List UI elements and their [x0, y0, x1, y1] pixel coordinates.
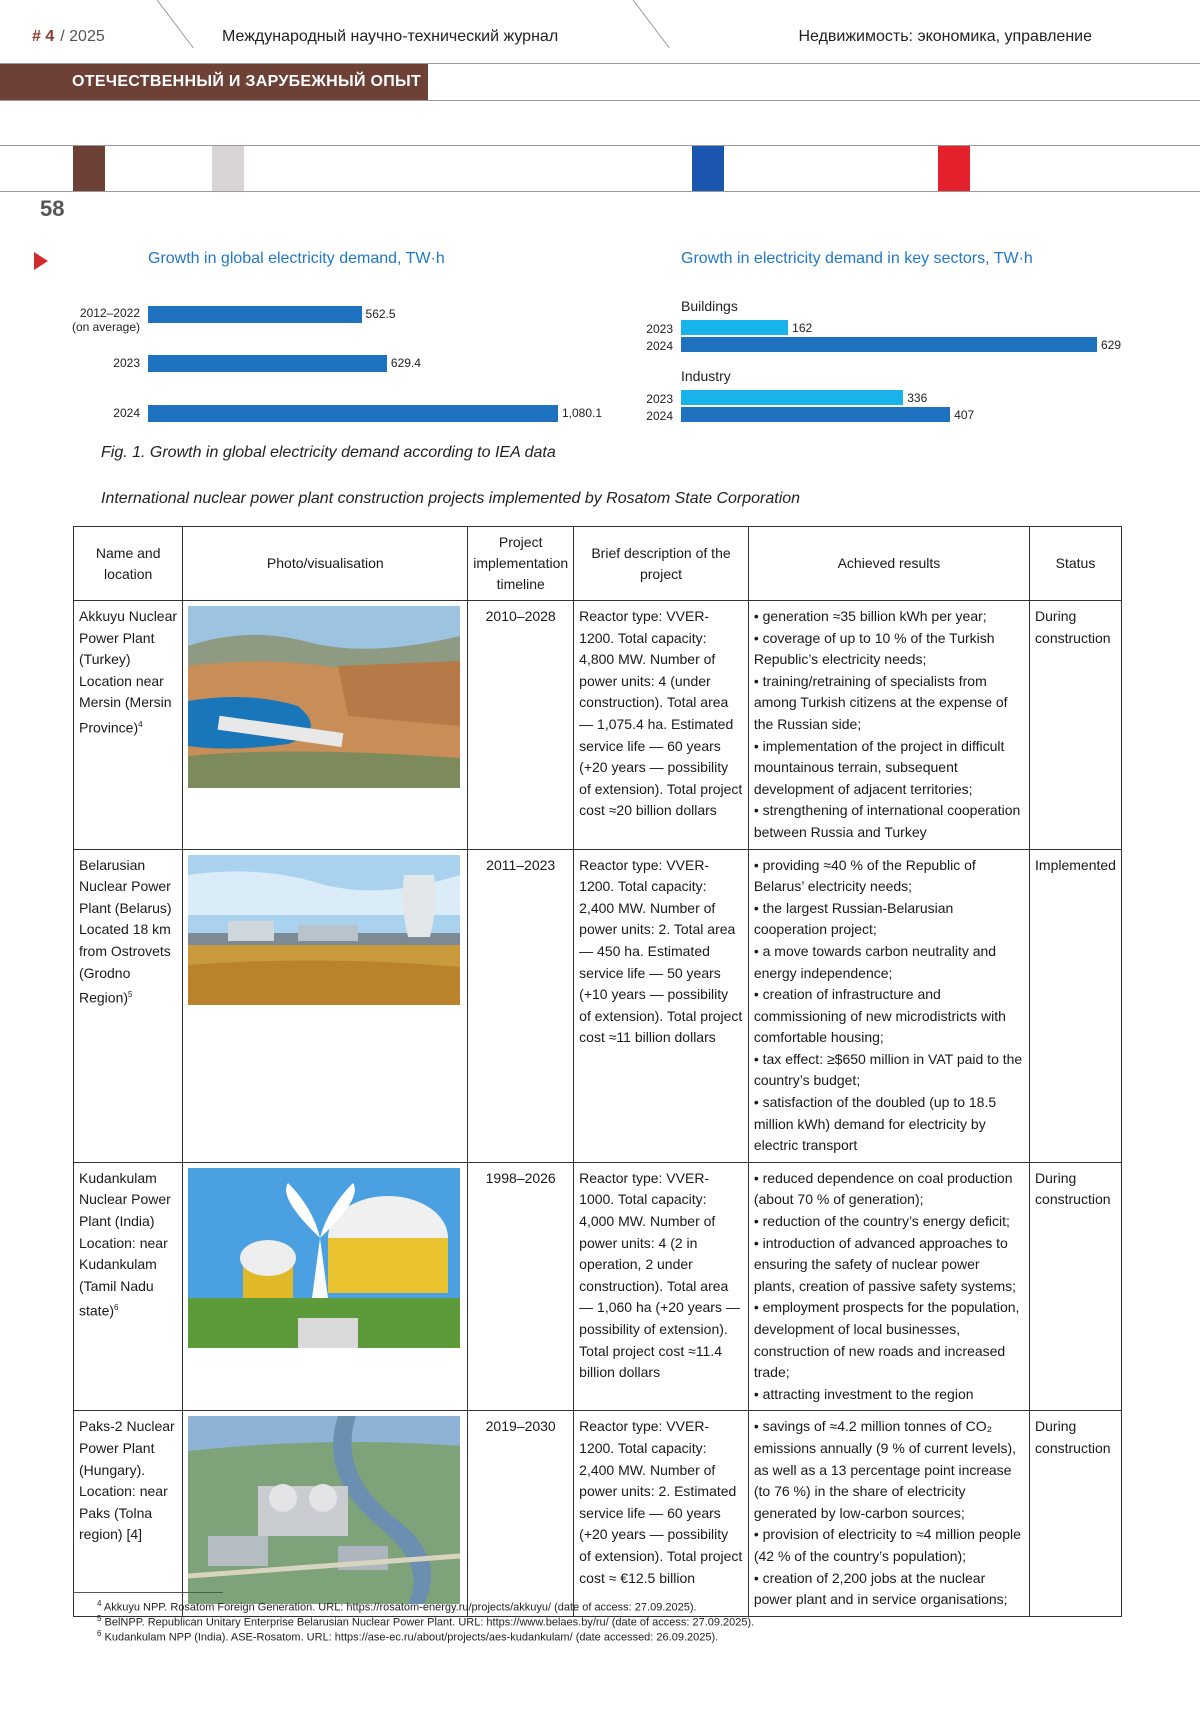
bar-value-label: 1,080.1	[562, 406, 603, 420]
cell-description: Reactor type: VVER-1200. Total capacity: 2,400 MW. Number of power units: 2. Total area — 450 ha. Estimated service life — 50 years (+10 years — possibility of extension). Total project cost ≈11 billion dollars	[574, 849, 749, 1162]
bar-category-label	[72, 306, 140, 334]
cell-photo	[183, 601, 468, 850]
chart1-title: Growth in global electricity demand, TW·h	[148, 250, 445, 267]
sector-group-label: Industry	[681, 368, 731, 384]
akkuyu-photo	[188, 606, 460, 788]
color-swatch-blue	[692, 146, 724, 191]
projects-table	[73, 526, 1122, 1617]
section-title: ОТЕЧЕСТВЕННЫЙ И ЗАРУБЕЖНЫЙ ОПЫТ	[72, 73, 422, 90]
cell-name: Belarusian Nuclear Power Plant (Belarus) Located 18 km from Ostrovets (Grodno Region)$^5$	[74, 849, 183, 1162]
table-row	[74, 1162, 1122, 1411]
chart2-title: Growth in electricity demand in key sectors, TW·h	[681, 250, 1033, 267]
cell-results	[748, 849, 1029, 1162]
result-item: • generation ≈35 billion kWh per year;	[753, 608, 987, 624]
footnote-rule	[73, 1592, 223, 1593]
header-divider	[146, 0, 194, 48]
table-row	[74, 1411, 1122, 1616]
bar-value-label: 562.5	[365, 307, 396, 321]
issue-year: / 2025	[60, 28, 105, 45]
bar-category-line: 2023	[113, 356, 140, 370]
header-divider	[622, 0, 670, 48]
bar-2023	[148, 355, 387, 372]
cell-status: Implemented	[1030, 849, 1122, 1162]
result-item: • a move towards carbon neutrality and energy independence;	[753, 942, 997, 981]
bar-industry-2023	[681, 390, 903, 405]
figure-caption: Fig. 1. Growth in global electricity demand according to IEA data	[101, 444, 556, 461]
footnote-item	[97, 1599, 697, 1614]
result-item: • employment prospects for the population, development of local businesses, construction of new roads and increased trade;	[753, 1299, 1020, 1381]
cell-status: During construction	[1030, 1162, 1122, 1411]
cell-name: Kudankulam Nuclear Power Plant (India) Location: near Kudankulam (Tamil Nadu state)$^6$	[74, 1162, 183, 1411]
result-item: • training/retraining of specialists from among Turkish citizens at the expense of the Russian side;	[753, 672, 1008, 732]
footnote-item	[97, 1629, 718, 1644]
bar-value-label: 629.4	[390, 356, 421, 370]
result-item: • provision of electricity to ≈4 million people (42 % of the country’s population);	[753, 1526, 1021, 1564]
footnote-item	[97, 1614, 754, 1629]
header-photo: Photo/visualisation	[183, 527, 468, 601]
footnote-mark: 4	[97, 1599, 102, 1608]
color-swatch-brown	[73, 146, 105, 191]
cell-name: Akkuyu Nuclear Power Plant (Turkey) Location near Mersin (Mersin Province)$^4$	[74, 601, 183, 850]
swatch-rule-top	[0, 145, 1200, 146]
cell-timeline: 2019–2030	[468, 1411, 574, 1616]
result-item: • attracting investment to the region	[753, 1385, 974, 1402]
header-timeline: Project implementation timeline	[468, 527, 574, 601]
table-title: International nuclear power plant construction projects implemented by Rosatom State Corporation	[101, 490, 801, 507]
result-item: • providing ≈40 % of the Republic of Belarus’ electricity needs;	[753, 856, 976, 895]
result-item: • savings of ≈4.2 million tonnes of CO₂ emissions annually (9 % of current levels), as well as a 13 percentage point increase (to 76 %) in the share of electricity generated by low-carbon sources;	[753, 1418, 1017, 1521]
paks2-photo	[188, 1416, 460, 1604]
cell-photo	[183, 1162, 468, 1411]
footnote-mark: 4	[138, 719, 143, 729]
page-number: 58	[40, 196, 65, 221]
header-status: Status	[1030, 527, 1122, 601]
bar-year-label: 2024	[646, 409, 673, 423]
bar-category-line: 2024	[113, 406, 140, 420]
result-item: • reduced dependence on coal production (about 70 % of generation);	[753, 1169, 1013, 1208]
bar-industry-2024	[681, 407, 950, 422]
cell-name: Paks-2 Nuclear Power Plant (Hungary). Location: near Paks (Tolna region) [4]	[74, 1411, 183, 1616]
journal-subject: Недвижимость: экономика, управление	[798, 28, 1092, 45]
cell-timeline: 2010–2028	[468, 601, 574, 850]
result-item: • implementation of the project in difficult mountainous terrain, subsequent development of adjacent territories;	[753, 737, 1005, 797]
bar-category-label	[113, 356, 140, 370]
header-results: Achieved results	[748, 527, 1029, 601]
header-description: Brief description of the project	[574, 527, 749, 601]
section-rule	[0, 100, 1200, 101]
header-name: Name and location	[74, 527, 183, 601]
cell-results	[748, 1411, 1029, 1616]
bar-year-label: 2023	[646, 392, 673, 406]
cell-status: During construction	[1030, 601, 1122, 850]
cell-results	[748, 1162, 1029, 1411]
journal-title: Международный научно-технический журнал	[222, 28, 559, 45]
bar-category-label	[113, 406, 140, 420]
footnote-text: BelNPP. Republican Unitary Enterprise Belarusian Nuclear Power Plant. URL: https://www.belaes.by/ru/ (date of access: 27.09.2025).	[101, 1616, 755, 1629]
footnote-mark: 5	[128, 990, 133, 1000]
result-item: • the largest Russian-Belarusian cooperation project;	[753, 899, 954, 938]
bar-category-line: (on average)	[71, 320, 140, 334]
bar-2012–2022	[148, 306, 362, 323]
bar-buildings-2024	[681, 337, 1097, 352]
kudankulam-photo	[188, 1168, 460, 1348]
bar-value-label: 629	[1101, 338, 1122, 352]
footnote-mark: 6	[114, 1303, 119, 1313]
swatch-rule-bottom	[0, 191, 1200, 192]
cell-description: Reactor type: VVER-1200. Total capacity: 2,400 MW. Number of power units: 2. Estimated service life — 60 years (+20 years — possibility of extension). Total project cost ≈ €12.5 billion	[574, 1411, 749, 1616]
issue-label: # 4	[32, 28, 55, 45]
result-item: • creation of 2,200 jobs at the nuclear power plant and in service organisations;	[753, 1569, 1008, 1608]
sector-group-label: Buildings	[681, 298, 738, 314]
bar-year-label: 2024	[646, 339, 673, 353]
result-item: • strengthening of international cooperation between Russia and Turkey	[753, 802, 1021, 840]
cell-photo	[183, 849, 468, 1162]
color-swatch-grey	[212, 146, 244, 191]
result-item: • creation of infrastructure and commissioning of new microdistricts with comfortable housing;	[753, 986, 1006, 1046]
bar-buildings-2023	[681, 320, 788, 335]
belarus-photo	[188, 855, 460, 1005]
cell-photo	[183, 1411, 468, 1616]
footnote-text: Kudankulam NPP (India). ASE-Rosatom. URL: https://ase-ec.ru/about/projects/aes-kudankulam/ (date accessed: 26.09.2025).	[101, 1631, 719, 1644]
color-swatch-red	[938, 146, 970, 191]
cell-timeline: 1998–2026	[468, 1162, 574, 1411]
cell-results	[748, 601, 1029, 850]
cell-timeline: 2011–2023	[468, 849, 574, 1162]
bar-category-line: 2012–2022	[79, 306, 140, 320]
footnote-mark: 5	[97, 1614, 102, 1623]
table-header-row	[74, 527, 1122, 601]
footnote-text: Akkuyu NPP. Rosatom Foreign Generation. URL: https://rosatom-energy.ru/projects/akkuyu/ (date of access: 27.09.2025).	[101, 1601, 697, 1614]
bar-value-label: 407	[954, 408, 975, 422]
play-arrow-icon	[34, 252, 48, 270]
table-row	[74, 601, 1122, 850]
result-item: • tax effect: ≥$650 million in VAT paid to the country’s budget;	[753, 1050, 1023, 1089]
section-banner	[0, 64, 428, 100]
bar-value-label: 336	[907, 391, 928, 405]
bar-year-label: 2023	[646, 322, 673, 336]
issue-number	[32, 28, 105, 46]
footnote-mark: 6	[97, 1629, 102, 1638]
result-item: • satisfaction of the doubled (up to 18.5 million kWh) demand for electricity by electric transport	[753, 1094, 997, 1154]
bar-2024	[148, 405, 558, 422]
bar-value-label: 162	[792, 321, 813, 335]
result-item: • coverage of up to 10 % of the Turkish Republic’s electricity needs;	[753, 629, 995, 668]
cell-status: During construction	[1030, 1411, 1122, 1616]
cell-description: Reactor type: VVER-1000. Total capacity: 4,000 MW. Number of power units: 4 (2 in operation, 2 under construction). Total area — 1,060 ha (+20 years — possibility of extension). Total project cost ≈11.4 billion dollars	[574, 1162, 749, 1411]
cell-description: Reactor type: VVER-1200. Total capacity: 4,800 MW. Number of power units: 4 (under construction). Total area — 1,075.4 ha. Estimated service life — 60 years (+20 years — possibility of extension). Total project cost ≈20 billion dollars	[574, 601, 749, 850]
result-item: • introduction of advanced approaches to ensuring the safety of nuclear power plants, creation of passive safety systems;	[753, 1234, 1017, 1294]
result-item: • reduction of the country’s energy deficit;	[753, 1213, 1010, 1230]
table-row	[74, 849, 1122, 1162]
